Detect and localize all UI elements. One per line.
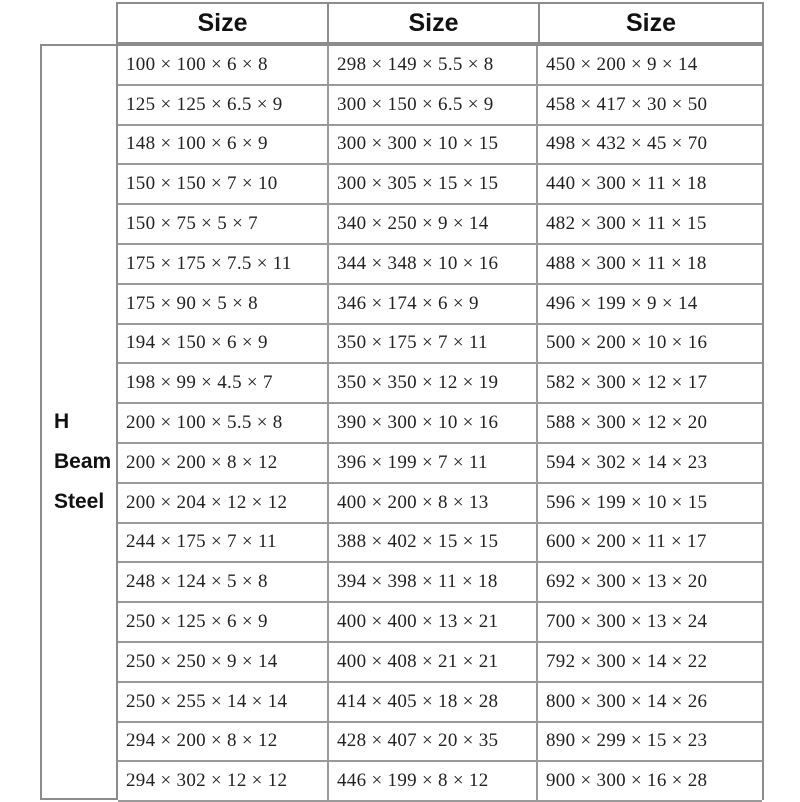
size-cell: 890 × 299 × 15 × 23	[538, 723, 762, 763]
size-cell: 596 × 199 × 10 × 15	[538, 484, 762, 524]
group-label-line-3: Steel	[54, 490, 105, 513]
size-cell: 150 × 150 × 7 × 10	[118, 165, 329, 205]
size-cell: 300 × 305 × 15 × 15	[329, 165, 538, 205]
size-cell: 125 × 125 × 6.5 × 9	[118, 86, 329, 126]
size-cell: 300 × 300 × 10 × 15	[329, 126, 538, 166]
size-cell: 150 × 75 × 5 × 7	[118, 205, 329, 245]
size-cell: 700 × 300 × 13 × 24	[538, 603, 762, 643]
size-cell: 600 × 200 × 11 × 17	[538, 524, 762, 564]
size-cell: 488 × 300 × 11 × 18	[538, 245, 762, 285]
size-cell: 175 × 90 × 5 × 8	[118, 285, 329, 325]
size-cell: 248 × 124 × 5 × 8	[118, 563, 329, 603]
size-cell: 344 × 348 × 10 × 16	[329, 245, 538, 285]
size-cell: 250 × 250 × 9 × 14	[118, 643, 329, 683]
size-cell: 244 × 175 × 7 × 11	[118, 524, 329, 564]
size-cell: 792 × 300 × 14 × 22	[538, 643, 762, 683]
size-cell: 496 × 199 × 9 × 14	[538, 285, 762, 325]
size-cell: 294 × 302 × 12 × 12	[118, 762, 329, 802]
size-cell: 200 × 204 × 12 × 12	[118, 484, 329, 524]
size-cell: 200 × 200 × 8 × 12	[118, 444, 329, 484]
size-cell: 500 × 200 × 10 × 16	[538, 325, 762, 365]
size-cell: 800 × 300 × 14 × 26	[538, 683, 762, 723]
group-label	[54, 402, 111, 522]
size-cell: 396 × 199 × 7 × 11	[329, 444, 538, 484]
size-cell: 498 × 432 × 45 × 70	[538, 126, 762, 166]
size-cell: 588 × 300 × 12 × 20	[538, 404, 762, 444]
size-cell: 200 × 100 × 5.5 × 8	[118, 404, 329, 444]
size-cell: 390 × 300 × 10 × 16	[329, 404, 538, 444]
size-cell: 428 × 407 × 20 × 35	[329, 723, 538, 763]
size-cell: 440 × 300 × 11 × 18	[538, 165, 762, 205]
group-label-line-1: H	[54, 410, 70, 433]
size-grid	[116, 44, 764, 800]
size-cell: 400 × 400 × 13 × 21	[329, 603, 538, 643]
size-cell: 450 × 200 × 9 × 14	[538, 46, 762, 86]
size-cell: 394 × 398 × 11 × 18	[329, 563, 538, 603]
size-cell: 900 × 300 × 16 × 28	[538, 762, 762, 802]
size-cell: 250 × 255 × 14 × 14	[118, 683, 329, 723]
size-cell: 400 × 408 × 21 × 21	[329, 643, 538, 683]
size-cell: 346 × 174 × 6 × 9	[329, 285, 538, 325]
size-cell: 582 × 300 × 12 × 17	[538, 364, 762, 404]
size-cell: 148 × 100 × 6 × 9	[118, 126, 329, 166]
group-label-cell	[40, 44, 118, 800]
size-cell: 100 × 100 × 6 × 8	[118, 46, 329, 86]
size-cell: 446 × 199 × 8 × 12	[329, 762, 538, 802]
size-cell: 300 × 150 × 6.5 × 9	[329, 86, 538, 126]
size-cell: 414 × 405 × 18 × 28	[329, 683, 538, 723]
column-header-2: Size	[327, 2, 540, 44]
column-header-3: Size	[538, 2, 764, 44]
size-cell: 350 × 175 × 7 × 11	[329, 325, 538, 365]
size-cell: 594 × 302 × 14 × 23	[538, 444, 762, 484]
size-cell: 388 × 402 × 15 × 15	[329, 524, 538, 564]
size-cell: 350 × 350 × 12 × 19	[329, 364, 538, 404]
size-cell: 294 × 200 × 8 × 12	[118, 723, 329, 763]
column-header-1: Size	[116, 2, 329, 44]
group-label-line-2: Beam	[54, 450, 112, 473]
size-cell: 340 × 250 × 9 × 14	[329, 205, 538, 245]
size-cell: 458 × 417 × 30 × 50	[538, 86, 762, 126]
size-cell: 175 × 175 × 7.5 × 11	[118, 245, 329, 285]
size-cell: 482 × 300 × 11 × 15	[538, 205, 762, 245]
size-cell: 400 × 200 × 8 × 13	[329, 484, 538, 524]
size-cell: 194 × 150 × 6 × 9	[118, 325, 329, 365]
size-cell: 298 × 149 × 5.5 × 8	[329, 46, 538, 86]
size-cell: 692 × 300 × 13 × 20	[538, 563, 762, 603]
size-cell: 198 × 99 × 4.5 × 7	[118, 364, 329, 404]
size-cell: 250 × 125 × 6 × 9	[118, 603, 329, 643]
